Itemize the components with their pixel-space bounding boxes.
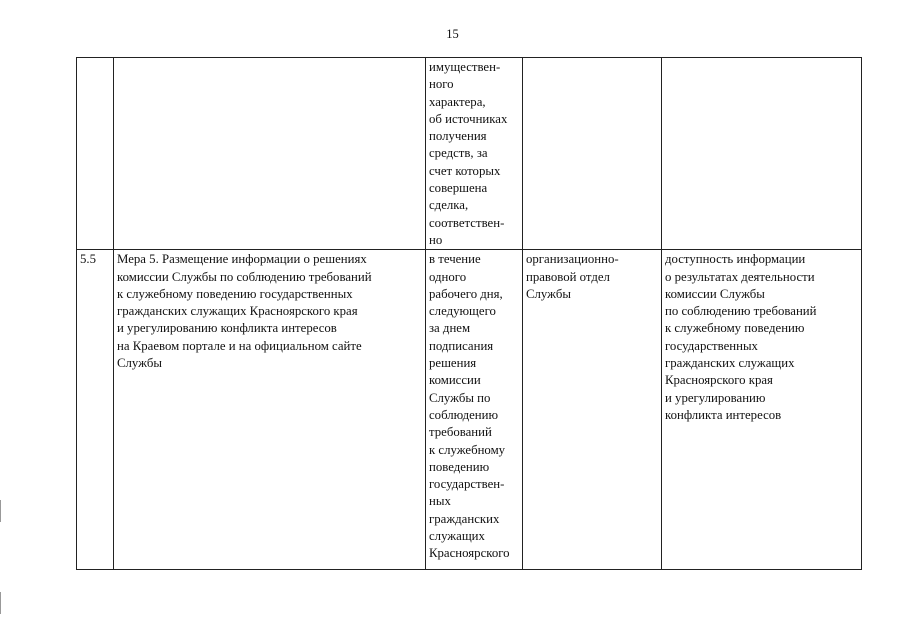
scan-edge-mark bbox=[0, 500, 1, 522]
scan-edge-mark bbox=[0, 592, 1, 614]
measure-cell: Мера 5. Размещение информации о решениях комиссии Службы по соблюдению требований к служебному поведению государственных гражданских служащих Красноярского края и урегулированию конфликта интересов на Краевом портале и на официальном сайте Службы bbox=[114, 250, 426, 570]
result-cell: доступность информации о результатах деятельности комиссии Службы по соблюдению требований к служебному поведению государственных гражданских служащих Красноярского края и урегулированию конфликта интересов bbox=[662, 250, 862, 570]
measures-table bbox=[76, 57, 862, 570]
term-cell: в течение одного рабочего дня, следующего за днем подписания решения комиссии Службы по соблюдению требований к служебному поведению государствен- ных гражданских служащих Красноярского bbox=[426, 250, 523, 570]
responsible-cell: организационно- правовой отдел Службы bbox=[523, 250, 662, 570]
row-number-cell: 5.5 bbox=[77, 250, 114, 570]
page-number: 15 bbox=[446, 27, 459, 41]
row-number-cell bbox=[77, 58, 114, 250]
responsible-cell bbox=[523, 58, 662, 250]
result-cell bbox=[662, 58, 862, 250]
measure-cell bbox=[114, 58, 426, 250]
table-row bbox=[77, 250, 862, 570]
term-cell: имуществен- ного характера, об источниках получения средств, за счет которых совершена сделка, соответствен- но bbox=[426, 58, 523, 250]
table-row bbox=[77, 58, 862, 250]
